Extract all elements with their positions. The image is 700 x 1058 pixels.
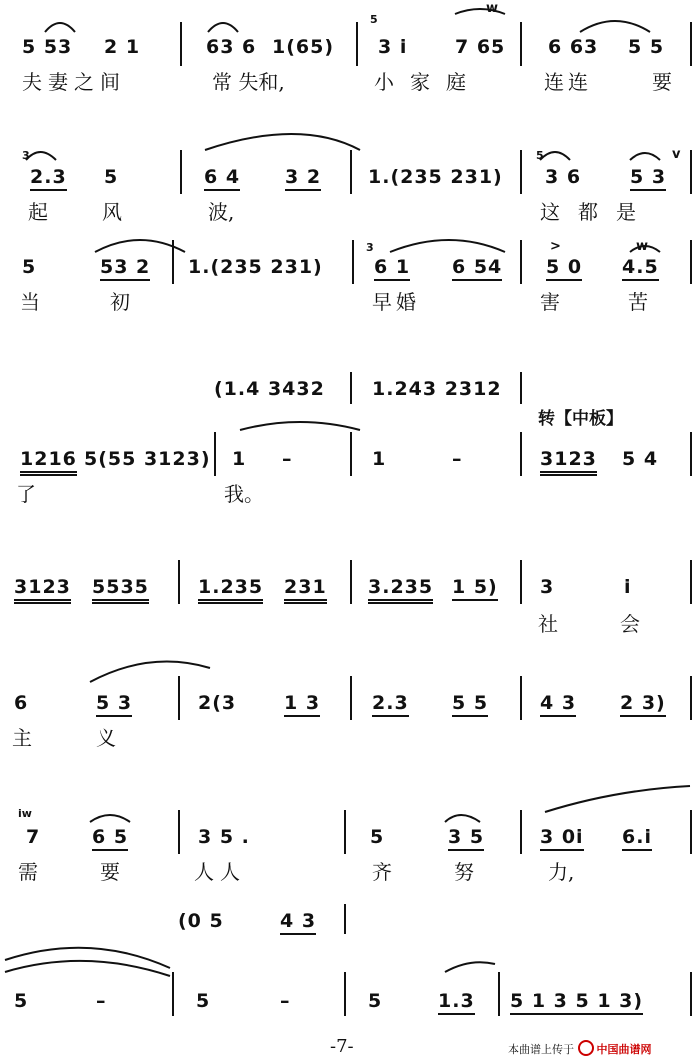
notes: 4.5	[622, 258, 659, 281]
notes: 6 5	[92, 828, 128, 851]
notes: 3.235	[368, 578, 433, 604]
notes: 1 3	[284, 694, 320, 717]
notes: 6.i	[622, 828, 652, 851]
grace-note: 5	[370, 13, 378, 26]
notes: 231	[284, 578, 327, 604]
site-logo-icon	[578, 1040, 594, 1056]
lyric: 初	[110, 290, 130, 314]
accent-mark: >	[550, 239, 561, 254]
notes: 1216	[20, 450, 77, 476]
lyric: 害	[540, 290, 560, 314]
lyric: 力,	[548, 860, 575, 884]
notes: –	[282, 448, 293, 470]
notes: 6	[14, 692, 29, 714]
footer-label: 本曲谱上传于	[508, 1043, 574, 1056]
notes: 5	[14, 990, 29, 1012]
lyric: 人人	[194, 860, 246, 884]
notes: i	[624, 576, 632, 598]
notes: 5	[196, 990, 211, 1012]
notes: 5 1 3 5 1 3)	[510, 992, 643, 1015]
page-number: -7-	[330, 1036, 354, 1057]
grace-note: 5	[536, 149, 544, 162]
notes: 2(3	[198, 692, 237, 714]
trill-mark: w	[486, 1, 499, 16]
notes: 6 54	[452, 258, 502, 281]
barline	[350, 676, 352, 720]
notes: 1.(235 231)	[368, 166, 503, 188]
barline	[172, 240, 174, 284]
notes: 2.3	[372, 694, 409, 717]
notes: 2.3	[30, 168, 67, 191]
barline	[344, 810, 346, 854]
lyric: 会	[620, 612, 640, 636]
barline	[180, 150, 182, 194]
notes: 5	[370, 826, 385, 848]
lyric: 需	[18, 860, 38, 884]
barline	[214, 432, 216, 476]
notes: 1	[232, 448, 247, 470]
lyric: 社	[538, 612, 558, 636]
notes: 5 0	[546, 258, 582, 281]
site-name: 中国曲谱网	[596, 1043, 652, 1056]
notes: 5 3	[96, 694, 132, 717]
accompaniment: (0 5	[178, 910, 224, 932]
barline	[178, 810, 180, 854]
notes: 6 63	[548, 36, 599, 58]
lyric: 义	[96, 726, 116, 750]
barline	[690, 972, 692, 1016]
barline	[350, 372, 352, 404]
notes: –	[452, 448, 463, 470]
notes: 53 2	[100, 258, 150, 281]
barline	[520, 240, 522, 284]
notes: 6 1	[374, 258, 410, 281]
notes: 5 4	[622, 448, 659, 470]
accompaniment: 1.243 2312	[372, 378, 502, 400]
notes: 3 6	[545, 166, 582, 188]
barline	[520, 150, 522, 194]
lyric: 这都是	[540, 200, 654, 224]
barline	[172, 972, 174, 1016]
barline	[690, 810, 692, 854]
notes: 1 5)	[452, 578, 498, 601]
notes: 2 3)	[620, 694, 666, 717]
notes: 2 1	[104, 36, 141, 58]
notes: 3 0i	[540, 828, 584, 851]
notes: 1.(235 231)	[188, 256, 323, 278]
barline	[350, 560, 352, 604]
barline	[520, 372, 522, 404]
notes: 63 6	[206, 36, 257, 58]
notes: 3123	[14, 578, 71, 604]
barline	[690, 560, 692, 604]
notes: 5	[368, 990, 383, 1012]
notes: 1(65)	[272, 36, 335, 58]
notes: 3	[540, 576, 555, 598]
tempo-marking: 转【中板】	[538, 409, 623, 429]
lyric: 我。	[224, 482, 264, 506]
barline	[690, 22, 692, 66]
notes: 5535	[92, 578, 149, 604]
notes: 6 4	[204, 168, 240, 191]
lyric: 夫妻之间	[22, 70, 126, 94]
accompaniment: 4 3	[280, 912, 316, 935]
notes: 5 5	[452, 694, 488, 717]
notes: 1	[372, 448, 387, 470]
lyric: 常 失和,	[212, 70, 285, 94]
grace-note: iw	[18, 807, 32, 820]
lyric: 起	[28, 200, 48, 224]
lyric: 苦	[628, 290, 648, 314]
barline	[350, 150, 352, 194]
notes: 5 53	[22, 36, 73, 58]
lyric: 早婚	[372, 290, 420, 314]
lyric: 要	[100, 860, 120, 884]
lyric: 齐	[372, 860, 392, 884]
notes: 1.3	[438, 992, 475, 1015]
notes: 3 2	[285, 168, 321, 191]
barline	[690, 240, 692, 284]
lyric: 了	[16, 482, 36, 506]
barline	[690, 432, 692, 476]
notes: 5	[22, 256, 37, 278]
notes: 3123	[540, 450, 597, 476]
notes: –	[96, 990, 107, 1012]
barline	[690, 150, 692, 194]
notes: 5(55 3123)	[84, 448, 211, 470]
barline	[178, 676, 180, 720]
lyric: 连连	[544, 70, 592, 94]
notes: 5 3	[630, 168, 666, 191]
notes: 7	[26, 826, 41, 848]
barline	[498, 972, 500, 1016]
notes: 4 3	[540, 694, 576, 717]
barline	[356, 22, 358, 66]
grace-note: 3	[366, 241, 374, 254]
barline	[690, 676, 692, 720]
lyric: 主	[12, 726, 32, 750]
notes: 5 5	[628, 36, 665, 58]
lyric: 努	[454, 860, 474, 884]
footer-text	[508, 1040, 652, 1057]
accompaniment: (1.4 3432	[214, 378, 325, 400]
barline	[520, 676, 522, 720]
accent-mark: v	[672, 147, 681, 162]
lyric: 当	[20, 290, 40, 314]
barline	[520, 560, 522, 604]
barline	[520, 22, 522, 66]
barline	[350, 432, 352, 476]
notes: 3 5 .	[198, 826, 250, 848]
lyric: 波,	[208, 200, 235, 224]
lyric: 风	[102, 200, 122, 224]
barline	[520, 432, 522, 476]
barline	[352, 240, 354, 284]
trill-mark: w	[636, 239, 649, 254]
lyric: 小家庭	[374, 70, 482, 94]
barline	[178, 560, 180, 604]
barline	[520, 810, 522, 854]
notes: –	[280, 990, 291, 1012]
notes: 5	[104, 166, 119, 188]
notes: 7 65	[455, 36, 506, 58]
barline	[180, 22, 182, 66]
notes: 3 5	[448, 828, 484, 851]
lyric: 要	[652, 70, 672, 94]
notes: 1.235	[198, 578, 263, 604]
notes: 3 i	[378, 36, 408, 58]
grace-note: 3	[22, 149, 30, 162]
barline	[344, 904, 346, 934]
barline	[344, 972, 346, 1016]
